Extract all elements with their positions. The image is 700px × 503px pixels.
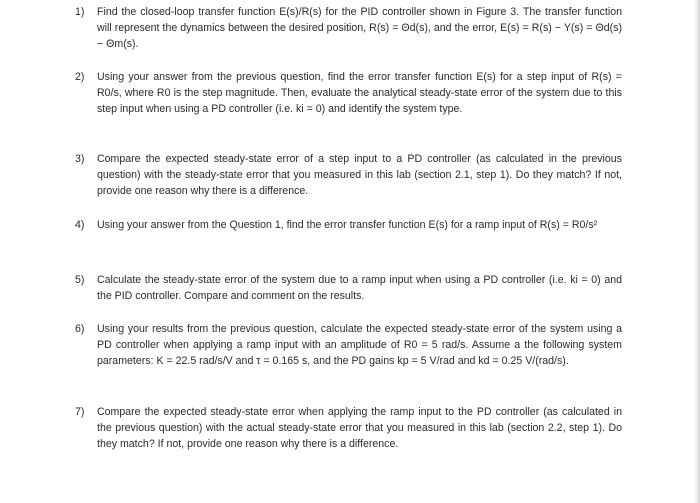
question-number: 1)	[75, 6, 85, 18]
question-text: Calculate the steady-state error of the system due to a ramp input when using a PD controller (i.e. ki = 0) and the PID controller. Compare and comment on the results.	[97, 274, 622, 302]
question-text: Compare the expected steady-state error of a step input to a PD controller (as calculated in the previous question) with the steady-state error that you measured in this lab (section 2.1, step 1). Do they match? If not, provide one reason why there is a difference.	[97, 153, 622, 197]
question-number: 6)	[75, 323, 85, 335]
question-6	[75, 321, 622, 369]
question-text: Using your answer from the Question 1, find the error transfer function E(s) for a ramp input of R(s) = R0/s²	[97, 219, 598, 231]
question-number: 4)	[75, 219, 85, 231]
question-text: Using your answer from the previous question, find the error transfer function E(s) for a step input of R(s) = R0/s, where R0 is the step magnitude. Then, evaluate the analytical steady-state error of the system due to this step input when using a PD controller (i.e. ki = 0) and identify the system type.	[97, 71, 622, 115]
question-4	[75, 217, 622, 233]
question-text: Find the closed-loop transfer function E(s)/R(s) for the PID controller shown in Figure 3. The transfer function will represent the dynamics between the desired position, R(s) = Θd(s), and the error, E(s) = R(s) − Y(s) = Θd(s) − Θm(s).	[97, 6, 622, 50]
question-2	[75, 69, 622, 117]
page-edge-shadow	[694, 0, 700, 503]
question-number: 2)	[75, 71, 85, 83]
question-5	[75, 272, 622, 304]
question-text: Compare the expected steady-state error when applying the ramp input to the PD controller (as calculated in the previous question) with the actual steady-state error that you measured in this lab (section 2.2, step 1). Do they match? If not, provide one reason why there is a difference.	[97, 406, 622, 450]
question-text: Using your results from the previous question, calculate the expected steady-state error of the system using a PD controller when applying a ramp input with an amplitude of R0 = 5 rad/s. Assume a the following system parameters: K = 22.5 rad/s/V and τ = 0.165 s, and the PD gains kp = 5 V/rad and kd = 0.25 V/(rad/s).	[97, 323, 622, 367]
question-3	[75, 151, 622, 199]
question-number: 3)	[75, 153, 85, 165]
question-1	[75, 4, 622, 52]
question-7	[75, 404, 622, 452]
question-number: 7)	[75, 406, 85, 418]
question-number: 5)	[75, 274, 85, 286]
